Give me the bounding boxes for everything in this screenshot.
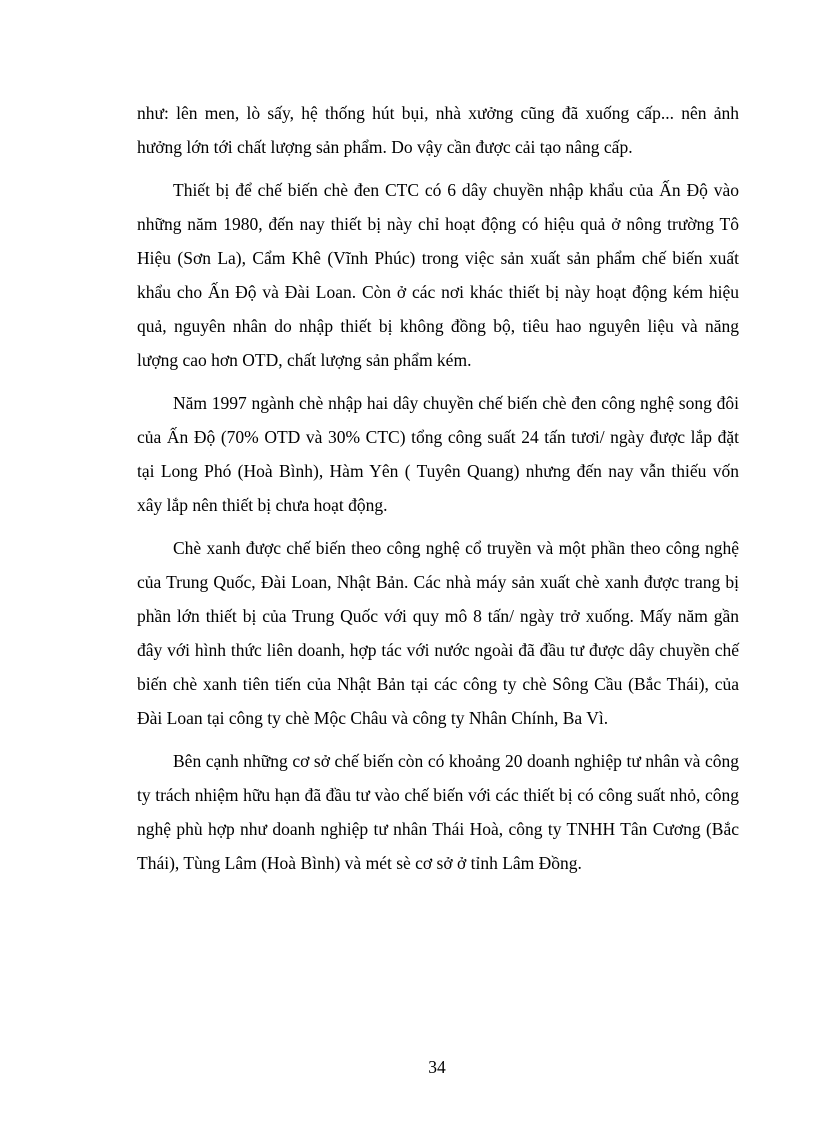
page-number: 34 bbox=[428, 1057, 446, 1077]
paragraph-green-tea: Chè xanh được chế biến theo công nghệ cổ truyền và một phần theo công nghệ của Trung Quốc, Đài Loan, Nhật Bản. Các nhà máy sản xuất chè xanh được trang bị phần lớn thiết bị của Trung Quốc với quy mô 8 tấn/ ngày trở xuống. Mấy năm gần đây với hình thức liên doanh, hợp tác với nước ngoài đã đầu tư được dây chuyền chế biến chè xanh tiên tiến của Nhật Bản tại các công ty chè Sông Cầu (Bắc Thái), của Đài Loan tại công ty chè Mộc Châu và công ty Nhân Chính, Ba Vì. bbox=[137, 538, 739, 728]
document-body bbox=[137, 96, 739, 889]
paragraph-ctc-equipment: Thiết bị để chế biến chè đen CTC có 6 dây chuyền nhập khẩu của Ấn Độ vào những năm 1980, đến nay thiết bị này chỉ hoạt động có hiệu quả ở nông trường Tô Hiệu (Sơn La), Cẩm Khê (Vĩnh Phúc) trong việc sản xuất sản phẩm chế biến xuất khẩu cho Ấn Độ và Đài Loan. Còn ở các nơi khác thiết bị này hoạt động kém hiệu quả, nguyên nhân do nhập thiết bị không đồng bộ, tiêu hao nguyên liệu và năng lượng cao hơn OTD, chất lượng sản phẩm kém. bbox=[137, 180, 739, 370]
paragraph-private-enterprises: Bên cạnh những cơ sở chế biến còn có khoảng 20 doanh nghiệp tư nhân và công ty trách nhiệm hữu hạn đã đầu tư vào chế biến với các thiết bị có công suất nhỏ, công nghệ phù hợp như doanh nghiệp tư nhân Thái Hoà, công ty TNHH Tân Cương (Bắc Thái), Tùng Lâm (Hoà Bình) và mét sè cơ sở ở tỉnh Lâm Đồng. bbox=[137, 751, 739, 873]
paragraph-continuation: như: lên men, lò sấy, hệ thống hút bụi, nhà xưởng cũng đã xuống cấp... nên ảnh hưởng lớn tới chất lượng sản phẩm. Do vậy cần được cải tạo nâng cấp. bbox=[137, 103, 739, 157]
paragraph-1997-import: Năm 1997 ngành chè nhập hai dây chuyền chế biến chè đen công nghệ song đôi của Ấn Độ (70% OTD và 30% CTC) tổng công suất 24 tấn tươi/ ngày được lắp đặt tại Long Phó (Hoà Bình), Hàm Yên ( Tuyên Quang) nhưng đến nay vẫn thiếu vốn xây lắp nên thiết bị chưa hoạt động. bbox=[137, 393, 739, 515]
